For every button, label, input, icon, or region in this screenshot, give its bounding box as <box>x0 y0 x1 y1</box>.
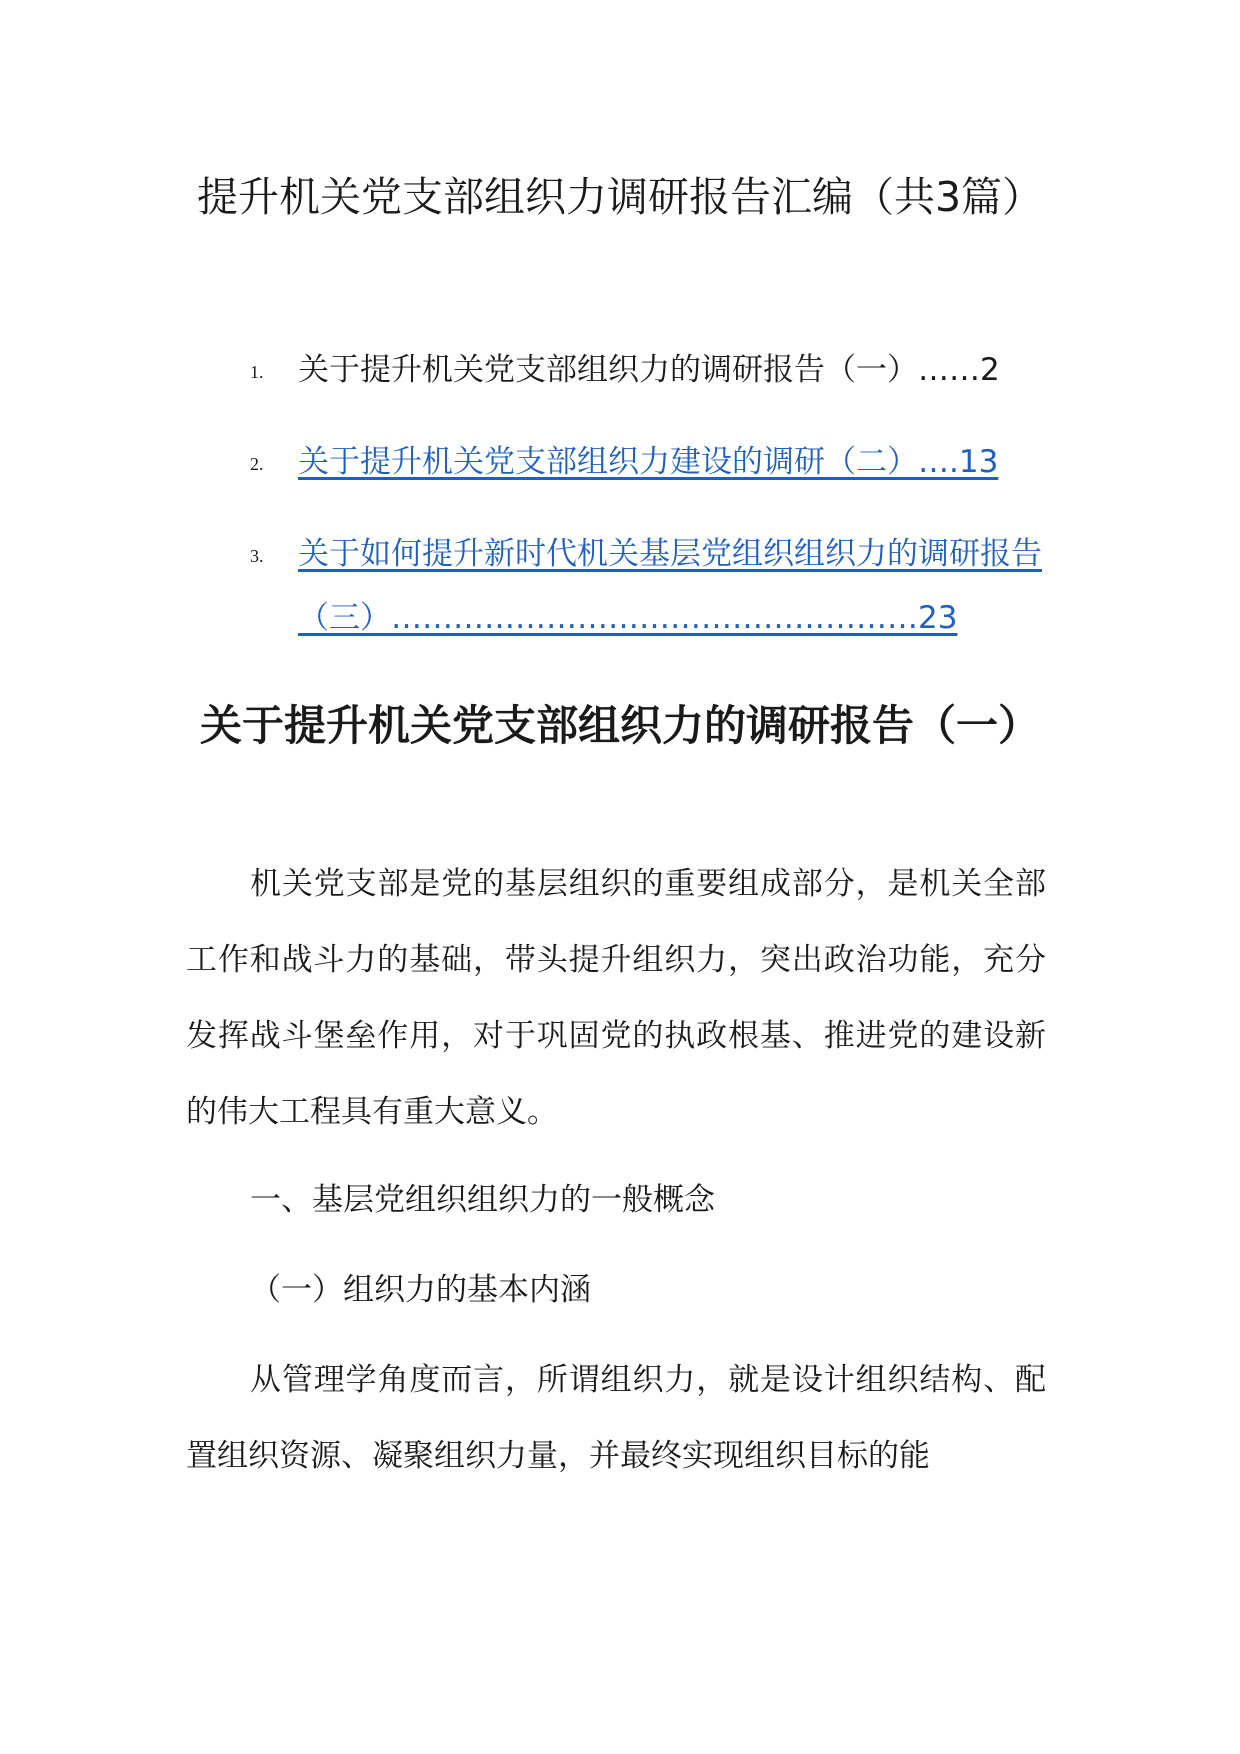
body-paragraph: 从管理学角度而言，所谓组织力，就是设计组织结构、配置组织资源、凝聚组织力量，并最终实现组织目标的能 <box>186 1362 1046 1474</box>
intro-paragraph: 机关党支部是党的基层组织的重要组成部分，是机关全部工作和战斗力的基础，带头提升组织力，突出政治功能，充分发挥战斗堡垒作用，对于巩固党的执政根基、推进党的建设新的伟大工程具有重大意义。 <box>186 866 1046 1130</box>
table-of-contents <box>250 338 1070 678</box>
toc-item-number: 1. <box>250 362 264 382</box>
heading-level-2: （一）组织力的基本内涵 <box>250 1272 591 1308</box>
toc-item-number: 2. <box>250 454 264 474</box>
document-title: 提升机关党支部组织力调研报告汇编（共3篇） <box>196 173 1044 221</box>
heading-level-1: 一、基层党组织组织力的一般概念 <box>250 1182 715 1218</box>
section-title: 关于提升机关党支部组织力的调研报告（一） <box>199 701 1040 750</box>
toc-item-3[interactable] <box>250 522 1070 650</box>
toc-item-1 <box>250 338 1070 402</box>
toc-item-text: 关于提升机关党支部组织力的调研报告（一）……2 <box>298 352 1000 388</box>
toc-item-number: 3. <box>250 546 264 566</box>
toc-item-2[interactable] <box>250 430 1070 494</box>
toc-link[interactable]: 关于如何提升新时代机关基层党组织组织力的调研报告（三）……………………………………………23 <box>298 536 1042 636</box>
toc-link[interactable]: 关于提升机关党支部组织力建设的调研（二）….13 <box>298 444 999 480</box>
